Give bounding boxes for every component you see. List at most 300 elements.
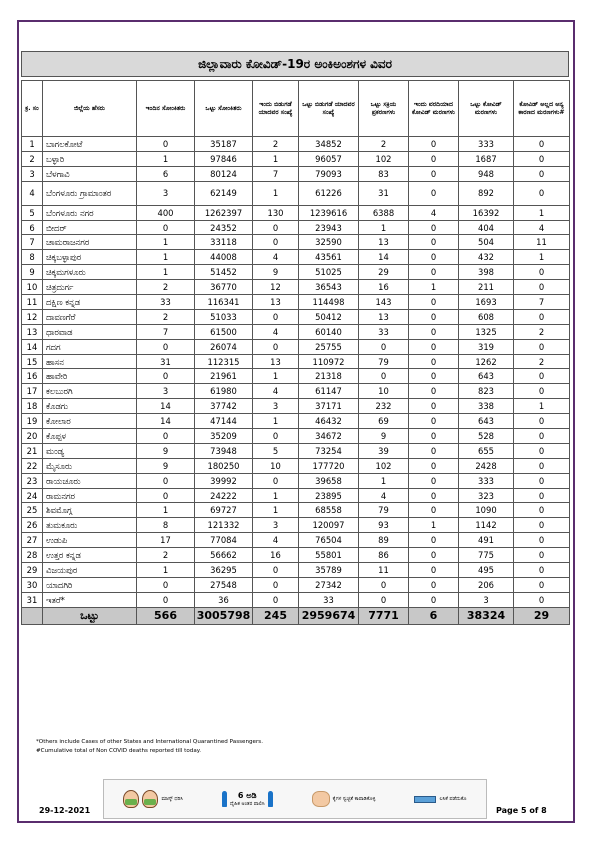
table-cell: 13: [253, 354, 299, 369]
table-cell: 0: [409, 577, 459, 592]
table-cell: 121332: [195, 518, 253, 533]
table-cell: 17: [137, 533, 195, 548]
table-cell: 0: [253, 309, 299, 324]
table-row: [22, 414, 570, 429]
table-cell: 4: [409, 205, 459, 220]
table-cell: 69727: [195, 503, 253, 518]
table-cell: 34852: [299, 137, 359, 152]
table-cell: 47144: [195, 414, 253, 429]
table-row: [22, 503, 570, 518]
table-cell: 1: [514, 205, 570, 220]
header-cell: ಇಂದು ವರದಿಯಾದ ಕೋವಿಡ್ ಮರಣಗಳು: [409, 81, 459, 137]
table-row: [22, 518, 570, 533]
district-name: ಹಾವೇರಿ: [43, 369, 137, 384]
table-cell: 11: [514, 235, 570, 250]
table-cell: 1: [253, 414, 299, 429]
table-cell: 0: [253, 577, 299, 592]
table-cell: 14: [359, 250, 409, 265]
masked-face-icon: [123, 790, 139, 808]
table-cell: 0: [514, 429, 570, 444]
table-cell: 0: [409, 295, 459, 310]
table-cell: 14: [22, 339, 43, 354]
total-label: ಒಟ್ಟು: [43, 607, 137, 624]
table-cell: 33: [359, 324, 409, 339]
table-cell: 0: [409, 414, 459, 429]
table-cell: 27342: [299, 577, 359, 592]
table-cell: 37171: [299, 399, 359, 414]
table-cell: 39: [359, 443, 409, 458]
table-cell: 24222: [195, 488, 253, 503]
table-cell: 73254: [299, 443, 359, 458]
table-cell: 0: [359, 592, 409, 607]
table-cell: 0: [137, 488, 195, 503]
table-cell: 39658: [299, 473, 359, 488]
table-cell: 1: [514, 250, 570, 265]
table-cell: 643: [459, 369, 514, 384]
table-cell: 102: [359, 458, 409, 473]
table-cell: 1: [22, 137, 43, 152]
table-cell: 143: [359, 295, 409, 310]
footnotes: [36, 738, 263, 756]
table-cell: 3: [253, 399, 299, 414]
district-name: ಬೆಂಗಳೂರು ನಗರ: [43, 205, 137, 220]
table-cell: 319: [459, 339, 514, 354]
syringe-icon: [414, 796, 436, 803]
table-cell: 36: [195, 592, 253, 607]
header-cell: ಕೋವಿಡ್ ಅಲ್ಲದ ಅನ್ಯ ಕಾರಣದ ಮರಣಗಳು#: [514, 81, 570, 137]
table-cell: 23: [22, 473, 43, 488]
table-cell: 0: [137, 592, 195, 607]
table-cell: 6: [137, 166, 195, 181]
table-cell: 32590: [299, 235, 359, 250]
table-row: [22, 220, 570, 235]
table-cell: 35789: [299, 563, 359, 578]
table-cell: 23895: [299, 488, 359, 503]
table-cell: 6388: [359, 205, 409, 220]
table-cell: 96057: [299, 151, 359, 166]
table-row: [22, 577, 570, 592]
table-cell: 1: [253, 503, 299, 518]
table-cell: 232: [359, 399, 409, 414]
table-cell: 31: [22, 592, 43, 607]
table-cell: 0: [409, 181, 459, 205]
table-cell: 2: [514, 354, 570, 369]
table-cell: 1693: [459, 295, 514, 310]
header-cell: ಒಟ್ಟು ಕೋವಿಡ್ ಮರಣಗಳು: [459, 81, 514, 137]
table-row: [22, 151, 570, 166]
table-cell: 0: [409, 429, 459, 444]
total-cell: 566: [137, 607, 195, 624]
total-cell: 6: [409, 607, 459, 624]
table-cell: 79: [359, 503, 409, 518]
district-name: ಚಿಕ್ಕಬಳ್ಳಾಪುರ: [43, 250, 137, 265]
table-cell: 73948: [195, 443, 253, 458]
table-cell: 0: [359, 577, 409, 592]
safety-banner: [103, 779, 487, 819]
table-cell: 14: [137, 414, 195, 429]
table-cell: 0: [409, 324, 459, 339]
table-cell: 0: [514, 518, 570, 533]
table-cell: 44008: [195, 250, 253, 265]
table-cell: 10: [253, 458, 299, 473]
table-cell: 4: [514, 220, 570, 235]
district-name: ಚಿತ್ರದುರ್ಗ: [43, 280, 137, 295]
table-cell: 27548: [195, 577, 253, 592]
table-cell: 0: [253, 220, 299, 235]
table-cell: 83: [359, 166, 409, 181]
table-cell: 1239616: [299, 205, 359, 220]
table-cell: 30: [22, 577, 43, 592]
table-cell: 1: [253, 488, 299, 503]
table-cell: 130: [253, 205, 299, 220]
table-cell: 775: [459, 548, 514, 563]
table-cell: 0: [514, 503, 570, 518]
table-cell: 0: [514, 151, 570, 166]
header-cell: ಇಂದಿನ ಸೋಂಕಿತರು: [137, 81, 195, 137]
table-cell: 0: [409, 354, 459, 369]
district-name: ಕಲಬುರಗಿ: [43, 384, 137, 399]
table-cell: 1262397: [195, 205, 253, 220]
table-cell: 7: [514, 295, 570, 310]
table-cell: 206: [459, 577, 514, 592]
footnote: #Cumulative total of Non COVID deaths reported till today.: [36, 748, 202, 754]
table-cell: 333: [459, 137, 514, 152]
table-body: [22, 137, 570, 608]
total-cell: 2959674: [299, 607, 359, 624]
table-cell: 50412: [299, 309, 359, 324]
table-row: [22, 399, 570, 414]
table-cell: 0: [253, 339, 299, 354]
table-cell: 2: [253, 137, 299, 152]
district-name: ಬೆಳಗಾವಿ: [43, 166, 137, 181]
table-cell: 26074: [195, 339, 253, 354]
table-row: [22, 429, 570, 444]
table-cell: 16: [359, 280, 409, 295]
table-cell: 0: [253, 473, 299, 488]
table-cell: 10: [22, 280, 43, 295]
table-cell: 608: [459, 309, 514, 324]
table-row: [22, 181, 570, 205]
table-cell: 46432: [299, 414, 359, 429]
table-cell: 8: [22, 250, 43, 265]
table-cell: 211: [459, 280, 514, 295]
table-cell: 26: [22, 518, 43, 533]
table-cell: 6: [22, 220, 43, 235]
table-cell: 36770: [195, 280, 253, 295]
table-row: [22, 488, 570, 503]
footnote: *Others include Cases of other States and International Quarantined Passengers.: [36, 739, 263, 745]
district-name: ಕೊಪ್ಪಳ: [43, 429, 137, 444]
table-cell: 0: [514, 577, 570, 592]
table-cell: 61226: [299, 181, 359, 205]
table-cell: 892: [459, 181, 514, 205]
table-cell: 0: [409, 488, 459, 503]
table-cell: 1142: [459, 518, 514, 533]
table-cell: 55801: [299, 548, 359, 563]
table-cell: 2: [137, 309, 195, 324]
table-cell: 11: [22, 295, 43, 310]
table-cell: 504: [459, 235, 514, 250]
table-cell: 0: [409, 220, 459, 235]
table-cell: 33: [137, 295, 195, 310]
table-cell: 1: [253, 369, 299, 384]
district-name: ಧಾರವಾಡ: [43, 324, 137, 339]
table-cell: 25: [22, 503, 43, 518]
table-cell: 0: [514, 369, 570, 384]
table-cell: 12: [22, 309, 43, 324]
district-name: ದಕ್ಷಿಣ ಕನ್ನಡ: [43, 295, 137, 310]
table-cell: 79: [359, 354, 409, 369]
table-cell: 17: [22, 384, 43, 399]
table-cell: 28: [22, 548, 43, 563]
table-cell: 11: [359, 563, 409, 578]
table-cell: 0: [514, 137, 570, 152]
table-cell: 0: [409, 548, 459, 563]
table-cell: 8: [137, 518, 195, 533]
table-cell: 4: [253, 324, 299, 339]
table-cell: 2: [137, 280, 195, 295]
table-cell: 34672: [299, 429, 359, 444]
table-cell: 0: [514, 473, 570, 488]
table-cell: 0: [359, 369, 409, 384]
table-cell: 22: [22, 458, 43, 473]
table-row: [22, 235, 570, 250]
header-cell: ಜಿಲ್ಲೆಯ ಹೆಸರು: [43, 81, 137, 137]
table-cell: 180250: [195, 458, 253, 473]
table-cell: 823: [459, 384, 514, 399]
table-cell: 7: [137, 324, 195, 339]
table-cell: 61980: [195, 384, 253, 399]
table-cell: 0: [253, 563, 299, 578]
table-cell: 0: [514, 309, 570, 324]
table-cell: 13: [22, 324, 43, 339]
table-cell: 398: [459, 265, 514, 280]
table-row: [22, 548, 570, 563]
district-name: ಬೀದರ್: [43, 220, 137, 235]
table-cell: 60140: [299, 324, 359, 339]
district-name: ಉತ್ತರ ಕನ್ನಡ: [43, 548, 137, 563]
table-cell: 0: [514, 443, 570, 458]
table-cell: 36543: [299, 280, 359, 295]
table-cell: 51452: [195, 265, 253, 280]
page-title: ಜಿಲ್ಲಾವಾರು ಕೋವಿಡ್-19ರ ಅಂಕಿಅಂಶಗಳ ವಿವರ: [21, 51, 569, 77]
page-number: Page 5 of 8: [496, 806, 547, 815]
table-cell: 23943: [299, 220, 359, 235]
banner-hands-text: ಕೈಗಳ ಸ್ವಚ್ಛತೆ ಕಾಪಾಡಿಕೊಳ್ಳಿ: [332, 796, 376, 802]
table-cell: 4: [22, 181, 43, 205]
table-cell: 1: [409, 280, 459, 295]
district-name: ಬೆಂಗಳೂರು ಗ್ರಾಮಾಂತರ: [43, 181, 137, 205]
table-cell: 0: [137, 220, 195, 235]
table-cell: 4: [253, 250, 299, 265]
table-cell: 68558: [299, 503, 359, 518]
table-cell: 0: [409, 473, 459, 488]
table-cell: 643: [459, 414, 514, 429]
table-row: [22, 295, 570, 310]
district-name: ಬಾಗಲಕೋಟೆ: [43, 137, 137, 152]
table-cell: 655: [459, 443, 514, 458]
table-cell: 62149: [195, 181, 253, 205]
table-cell: 21961: [195, 369, 253, 384]
table-cell: 56662: [195, 548, 253, 563]
district-name: ಯಾದಗಿರಿ: [43, 577, 137, 592]
table-cell: 1: [137, 250, 195, 265]
district-name: ಗದಗ: [43, 339, 137, 354]
table-cell: 0: [514, 181, 570, 205]
report-date: 29-12-2021: [39, 806, 91, 815]
table-cell: 1: [253, 181, 299, 205]
table-cell: 9: [137, 458, 195, 473]
total-cell: 29: [514, 607, 570, 624]
table-cell: 13: [253, 295, 299, 310]
table-cell: 0: [409, 399, 459, 414]
table-cell: 2: [514, 324, 570, 339]
district-name: ಹಾಸನ: [43, 354, 137, 369]
district-name: ಕೊಡಗು: [43, 399, 137, 414]
table-cell: 1: [514, 399, 570, 414]
table-cell: 0: [409, 369, 459, 384]
table-row: [22, 250, 570, 265]
distance-arrow: 6 ಅಡಿ: [237, 791, 257, 800]
table-cell: 86: [359, 548, 409, 563]
table-cell: 31: [359, 181, 409, 205]
table-cell: 0: [253, 592, 299, 607]
table-row: [22, 443, 570, 458]
header-cell: ಒಟ್ಟು ಸೋಂಕಿತರು: [195, 81, 253, 137]
banner-vaccine: [414, 796, 466, 803]
table-cell: 1: [137, 235, 195, 250]
table-cell: 0: [409, 137, 459, 152]
table-cell: 0: [137, 429, 195, 444]
table-cell: 116341: [195, 295, 253, 310]
table-cell: 338: [459, 399, 514, 414]
table-cell: 0: [409, 458, 459, 473]
table-cell: 97846: [195, 151, 253, 166]
table-cell: 0: [514, 166, 570, 181]
table-cell: 61500: [195, 324, 253, 339]
table-cell: 177720: [299, 458, 359, 473]
table-cell: 24352: [195, 220, 253, 235]
total-cell: 245: [253, 607, 299, 624]
washing-hands-icon: [312, 791, 330, 807]
total-cell: [22, 607, 43, 624]
table-row: [22, 205, 570, 220]
table-cell: 35209: [195, 429, 253, 444]
table-cell: 0: [409, 384, 459, 399]
table-cell: 69: [359, 414, 409, 429]
table-cell: 13: [359, 309, 409, 324]
header-cell: ಕ್ರ. ಸಂ: [22, 81, 43, 137]
table-cell: 114498: [299, 295, 359, 310]
person-icon: [268, 791, 273, 807]
table-cell: 0: [137, 137, 195, 152]
table-cell: 16: [22, 369, 43, 384]
table-cell: 0: [409, 265, 459, 280]
table-cell: 36295: [195, 563, 253, 578]
table-cell: 1090: [459, 503, 514, 518]
table-cell: 9: [22, 265, 43, 280]
table-cell: 0: [137, 369, 195, 384]
district-name: ಚಿಕ್ಕಮಗಳೂರು: [43, 265, 137, 280]
table-cell: 12: [253, 280, 299, 295]
table-row: [22, 384, 570, 399]
table-cell: 61147: [299, 384, 359, 399]
table-cell: 2: [137, 548, 195, 563]
table-row: [22, 339, 570, 354]
banner-hands: [312, 791, 376, 807]
table-cell: 0: [514, 563, 570, 578]
table-cell: 43561: [299, 250, 359, 265]
table-cell: 0: [514, 488, 570, 503]
table-cell: 0: [514, 533, 570, 548]
table-cell: 120097: [299, 518, 359, 533]
district-name: ಉಡುಪಿ: [43, 533, 137, 548]
table-cell: 0: [409, 533, 459, 548]
table-cell: 112315: [195, 354, 253, 369]
table-cell: 0: [409, 503, 459, 518]
table-cell: 528: [459, 429, 514, 444]
table-cell: 0: [514, 458, 570, 473]
table-cell: 79093: [299, 166, 359, 181]
table-cell: 15: [22, 354, 43, 369]
table-cell: 37742: [195, 399, 253, 414]
table-cell: 0: [514, 384, 570, 399]
table-cell: 0: [514, 265, 570, 280]
table-row: [22, 473, 570, 488]
table-cell: 29: [359, 265, 409, 280]
table-cell: 9: [137, 443, 195, 458]
table-cell: 9: [253, 265, 299, 280]
table-row: [22, 265, 570, 280]
table-cell: 16392: [459, 205, 514, 220]
table-cell: 3: [137, 384, 195, 399]
covid-district-table: [21, 80, 570, 625]
table-cell: 27: [22, 533, 43, 548]
table-cell: 19: [22, 414, 43, 429]
table-row: [22, 309, 570, 324]
table-cell: 0: [137, 339, 195, 354]
table-cell: 0: [137, 473, 195, 488]
header-cell: ಒಟ್ಟು ಸಕ್ರಿಯ ಪ್ರಕರಣಗಳು: [359, 81, 409, 137]
table-cell: 93: [359, 518, 409, 533]
banner-distance-text: ದೈಹಿಕ ಅಂತರ ಪಾಲಿಸಿ: [229, 801, 265, 807]
table-cell: 31: [137, 354, 195, 369]
district-name: ಬಳ್ಳಾರಿ: [43, 151, 137, 166]
table-cell: 404: [459, 220, 514, 235]
table-cell: 1687: [459, 151, 514, 166]
table-cell: 400: [137, 205, 195, 220]
banner-mask-text: ಮಾಸ್ಕ್ ಧರಿಸಿ: [161, 796, 183, 802]
table-cell: 4: [253, 533, 299, 548]
table-cell: 102: [359, 151, 409, 166]
table-row: [22, 563, 570, 578]
masked-face-icon: [142, 790, 158, 808]
table-cell: 51033: [195, 309, 253, 324]
table-cell: 0: [514, 339, 570, 354]
table-row: [22, 533, 570, 548]
table-cell: 3: [22, 166, 43, 181]
district-name: ಮೈಸೂರು: [43, 458, 137, 473]
table-cell: 495: [459, 563, 514, 578]
table-cell: 3: [137, 181, 195, 205]
table-cell: 323: [459, 488, 514, 503]
header-row: [22, 81, 570, 137]
table-cell: 0: [253, 235, 299, 250]
district-name: ಕೋಲಾರ: [43, 414, 137, 429]
table-cell: 51025: [299, 265, 359, 280]
table-cell: 77084: [195, 533, 253, 548]
district-name: ಚಾಮರಾಜನಗರ: [43, 235, 137, 250]
